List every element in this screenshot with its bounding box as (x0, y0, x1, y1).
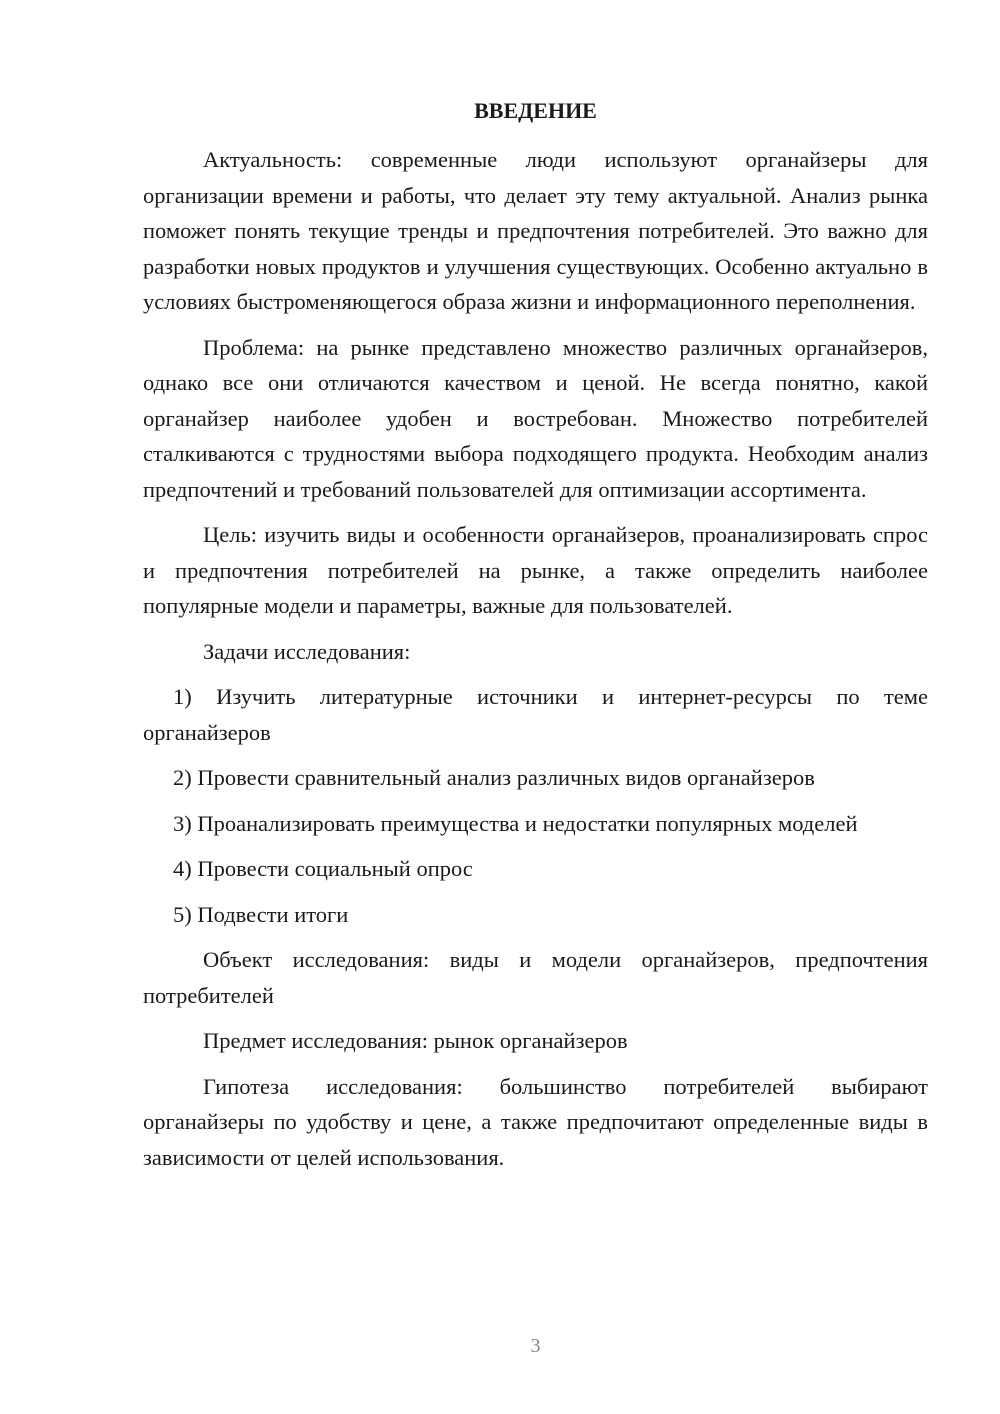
list-item: 3) Проанализировать преимущества и недостатки популярных моделей (173, 810, 858, 836)
paragraph-relevance: Актуальность: современные люди используют органайзеры для организации времени и работы, что делает эту тему актуальной. Анализ рынка поможет понять текущие тренды и предпочтения потребителей. Это важно для разработки новых продуктов и улучшения существующих. Особенно актуально в условиях быстроменяющегося образа жизни и информационного переполнения. (143, 147, 928, 314)
document-page (143, 0, 928, 1414)
paragraph-object: Объект исследования: виды и модели органайзеров, предпочтения потребителей (143, 947, 928, 1008)
page-title: ВВЕДЕНИЕ (474, 98, 597, 123)
document-body (143, 142, 928, 1175)
paragraph-tasks-heading: Задачи исследования: (203, 638, 411, 664)
list-item: 4) Провести социальный опрос (173, 856, 473, 881)
paragraph-problem: Проблема: на рынке представлено множество различных органайзеров, однако все они отличаются качеством и ценой. Не всегда понятно, какой органайзер наиболее удобен и востребован. Множество потребителей сталкиваются с трудностями выбора подходящего продукта. Необходим анализ предпочтений и требований пользователей для оптимизации ассортимента. (143, 334, 928, 502)
list-item: 2) Провести сравнительный анализ различных видов органайзеров (173, 765, 815, 790)
tasks-list (143, 679, 928, 932)
paragraph-goal: Цель: изучить виды и особенности органайзеров, проанализировать спрос и предпочтения потребителей на рынке, а также определить наиболее популярные модели и параметры, важные для пользователей. (143, 522, 928, 618)
paragraph-subject: Предмет исследования: рынок органайзеров (203, 1028, 628, 1053)
list-item: 5) Подвести итоги (173, 901, 349, 927)
page-number: 3 (530, 1335, 541, 1357)
list-item: 1) Изучить литературные источники и интернет-ресурсы по теме органайзеров (143, 684, 928, 745)
paragraph-hypothesis: Гипотеза исследования: большинство потребителей выбирают органайзеры по удобству и цене, а также предпочитают определенные виды в зависимости от целей использования. (143, 1073, 928, 1170)
